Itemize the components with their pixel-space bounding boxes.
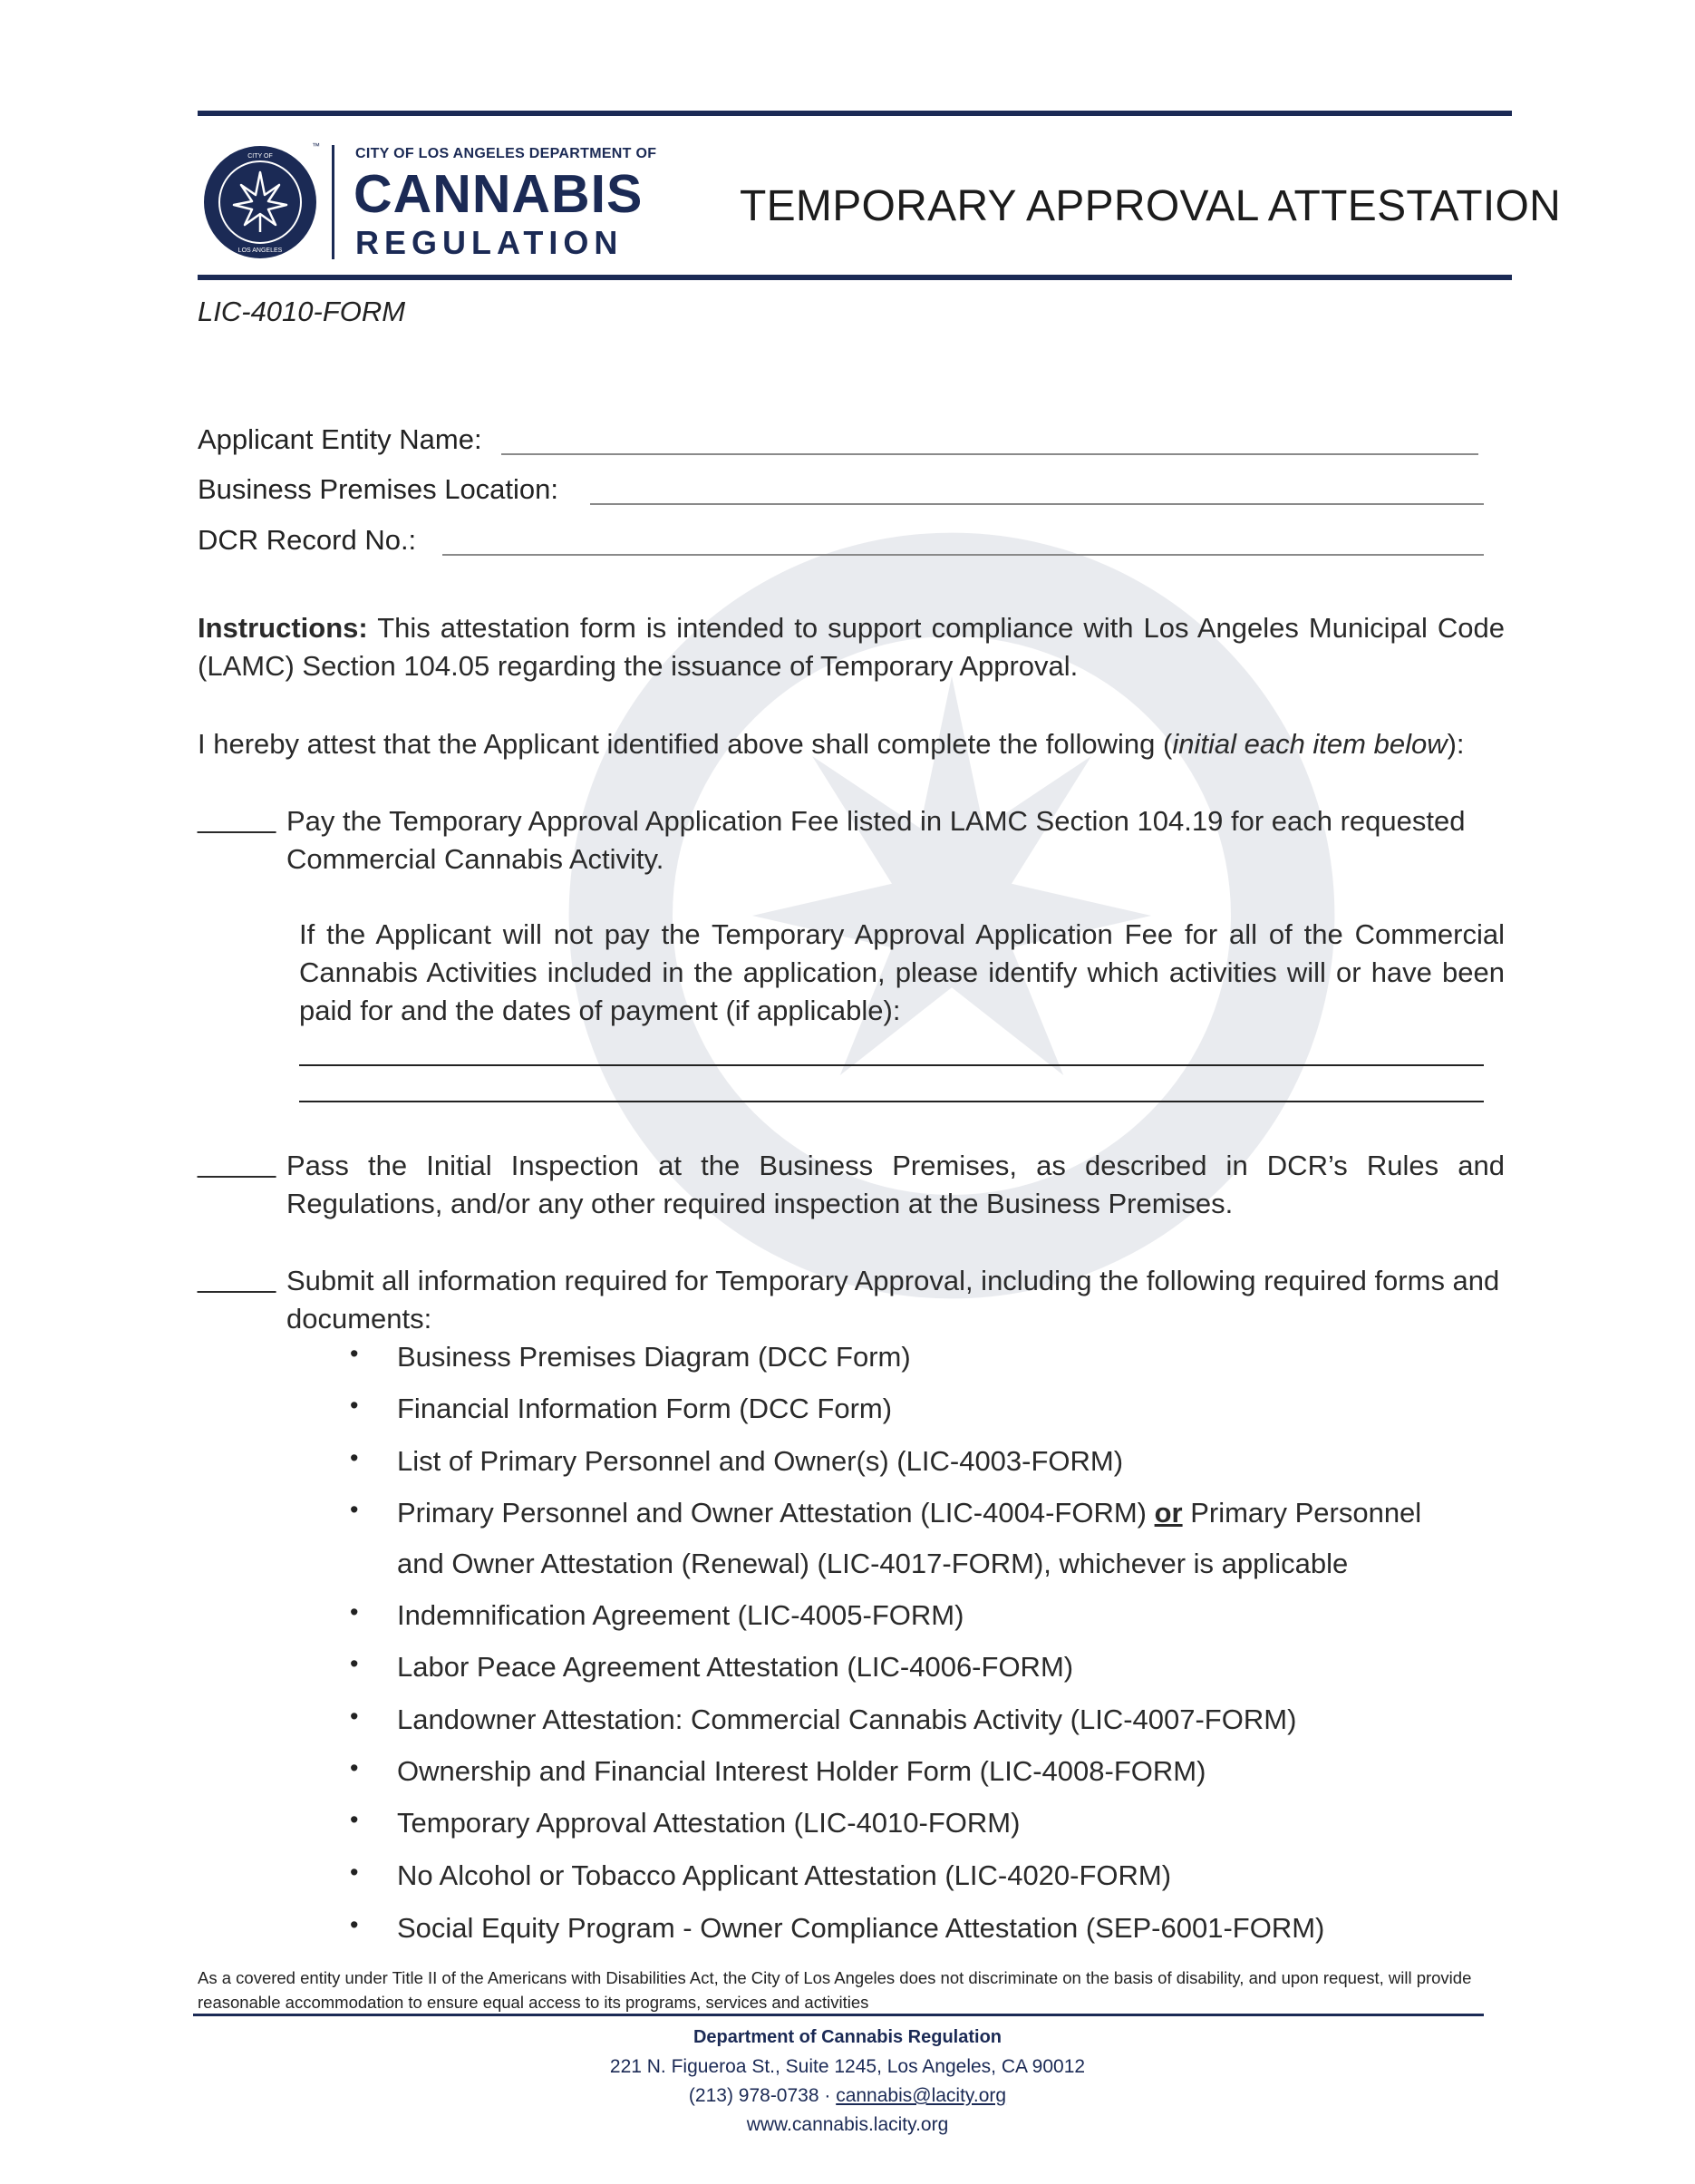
list-item: Labor Peace Agreement Attestation (LIC-4006-FORM) xyxy=(397,1651,1074,1683)
list-item: Business Premises Diagram (DCC Form) xyxy=(397,1341,911,1373)
list-item: Ownership and Financial Interest Holder Form (LIC-4008-FORM) xyxy=(397,1755,1206,1787)
logo-trademark: ™ xyxy=(312,141,320,150)
or-emphasis: or xyxy=(1154,1497,1183,1529)
list-bullet: • xyxy=(350,1754,359,1781)
premises-location-label: Business Premises Location: xyxy=(198,473,559,505)
inspection-initial-blank[interactable]: _____ xyxy=(198,1147,276,1179)
logo-city-line: CITY OF LOS ANGELES DEPARTMENT OF xyxy=(355,146,657,161)
list-item: Social Equity Program - Owner Compliance Attestation (SEP-6001-FORM) xyxy=(397,1912,1325,1944)
seal-top-text: CITY OF xyxy=(247,153,273,160)
list-item: List of Primary Personnel and Owner(s) (LIC-4003-FORM) xyxy=(397,1445,1124,1477)
logo-cannabis-wordmark: CANNABIS xyxy=(354,164,644,224)
footer-website[interactable]: www.cannabis.lacity.org xyxy=(746,2114,949,2135)
header-top-rule xyxy=(198,111,1512,116)
instructions-paragraph xyxy=(198,609,1505,685)
list-bullet: • xyxy=(350,1496,359,1523)
logo-regulation-wordmark: REGULATION xyxy=(355,224,624,261)
list-bullet: • xyxy=(350,1703,359,1730)
fee-activities-line-2[interactable] xyxy=(299,1101,1484,1102)
inspection-item-text: Pass the Initial Inspection at the Business Premises, as described in DCR’s Rules and Regulations, and/or any other required inspection at the Business Premises. xyxy=(286,1150,1505,1219)
instructions-text: This attestation form is intended to support compliance with Los Angeles Municipal Code (LAMC) Section 104.05 regarding the issuance of Temporary Approval. xyxy=(198,612,1505,682)
header-bottom-rule xyxy=(198,275,1512,280)
footer-email-link[interactable]: cannabis@lacity.org xyxy=(836,2085,1007,2106)
city-seal-logo-icon xyxy=(203,145,317,259)
list-item: Financial Information Form (DCC Form) xyxy=(397,1393,893,1424)
record-no-label: DCR Record No.: xyxy=(198,524,417,556)
list-item: Temporary Approval Attestation (LIC-4010-FORM) xyxy=(397,1807,1021,1839)
entity-name-field[interactable] xyxy=(501,453,1478,455)
list-item: Landowner Attestation: Commercial Cannabis Activity (LIC-4007-FORM) xyxy=(397,1704,1297,1735)
list-item: No Alcohol or Tobacco Applicant Attestation (LIC-4020-FORM) xyxy=(397,1859,1172,1891)
ada-notice: As a covered entity under Title II of the Americans with Disabilities Act, the City of Los Angeles does not discriminate on the basis of disability, and upon request, will provide reasonable accommodation to ensure equal access to its programs, services and activities xyxy=(198,1968,1472,2012)
list-bullet: • xyxy=(350,1598,359,1626)
list-item-continuation: and Owner Attestation (Renewal) (LIC-4017-FORM), whichever is applicable xyxy=(397,1548,1349,1579)
page-title: TEMPORARY APPROVAL ATTESTATION xyxy=(740,182,1562,230)
list-bullet: • xyxy=(350,1806,359,1833)
premises-location-field[interactable] xyxy=(590,503,1484,505)
footer-address: 221 N. Figueroa St., Suite 1245, Los Angeles, CA 90012 xyxy=(609,2056,1086,2077)
submit-item-text: Submit all information required for Temporary Approval, including the following required forms and documents: xyxy=(286,1265,1500,1335)
list-item: Indemnification Agreement (LIC-4005-FORM) xyxy=(397,1599,964,1631)
seal-bottom-text: LOS ANGELES xyxy=(237,248,283,254)
list-bullet: • xyxy=(350,1340,359,1367)
footer-department: Department of Cannabis Regulation xyxy=(693,2027,1002,2047)
record-no-field[interactable] xyxy=(442,554,1484,556)
list-bullet: • xyxy=(350,1859,359,1886)
submit-initial-blank[interactable]: _____ xyxy=(198,1262,276,1294)
fee-initial-blank[interactable]: _____ xyxy=(198,802,276,834)
footer-phone: (213) 978-0738 · xyxy=(688,2085,837,2106)
attestation-lead: I hereby attest that the Applicant identified above shall complete the following (initial each item below): xyxy=(198,728,1465,760)
fee-item-text: Pay the Temporary Approval Application Fee listed in LAMC Section 104.19 for each requested Commercial Cannabis Activity. xyxy=(286,805,1466,875)
footer-rule xyxy=(193,2014,1484,2016)
list-bullet: • xyxy=(350,1444,359,1471)
instructions-label: Instructions: xyxy=(198,612,368,644)
logo-divider xyxy=(332,145,334,259)
fee-note-text: If the Applicant will not pay the Temporary Approval Application Fee for all of the Commercial Cannabis Activities included in the application, please identify which activities will or have been paid for and the dates of payment (if applicable): xyxy=(299,918,1505,1026)
form-code: LIC-4010-FORM xyxy=(198,296,406,327)
footer-contact xyxy=(0,2085,1695,2107)
list-bullet: • xyxy=(350,1392,359,1419)
entity-name-label: Applicant Entity Name: xyxy=(198,423,482,455)
list-bullet: • xyxy=(350,1650,359,1677)
list-bullet: • xyxy=(350,1911,359,1938)
list-item: Primary Personnel and Owner Attestation (LIC-4004-FORM) or Primary Personnel xyxy=(397,1497,1422,1529)
fee-activities-line-1[interactable] xyxy=(299,1064,1484,1066)
